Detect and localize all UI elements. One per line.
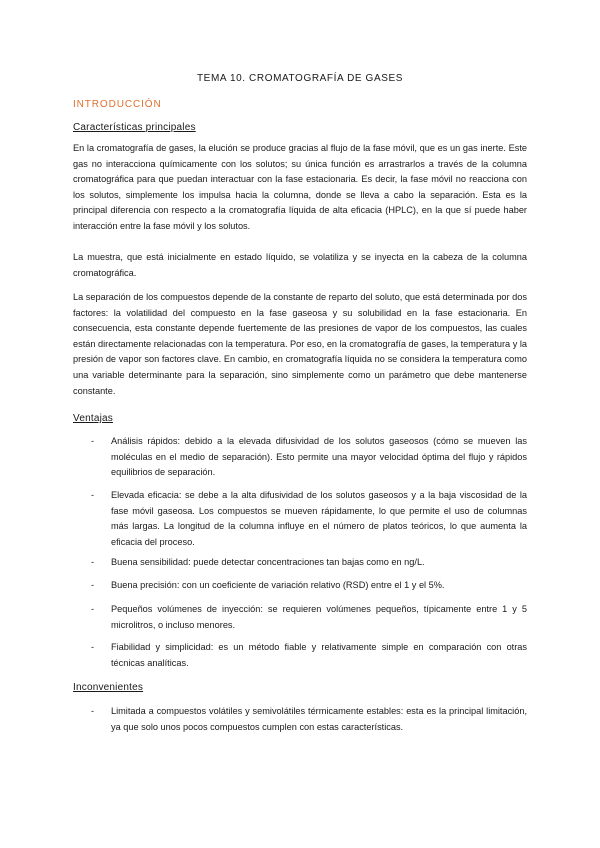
features-heading: Características principales (73, 122, 196, 133)
dash-bullet: - (91, 706, 95, 716)
advantage-text: Buena sensibilidad: puede detectar concentraciones tan bajas como en ng/L. (111, 557, 425, 567)
dash-bullet: - (91, 642, 95, 652)
features-paragraph-3: La separación de los compuestos depende de la constante de reparto del soluto, que está determinada por dos factores: la volatilidad del compuesto en la fase gaseosa y su solubilidad en la fase estacionaria. En consecuencia, esta constante depende fuertemente de las presiones de vapor de los compuestos, las cuales están directamente relacionadas con la temperatura. Por eso, en la cromatografía de gases, la temperatura y la presión de vapor son factores clave. En cambio, en cromatografía líquida no se considera la temperatura como una variable determinante para la separación, sino simplemente como un parámetro que debe mantenerse constante. (73, 292, 528, 396)
advantage-item (91, 640, 527, 671)
advantage-item (91, 578, 527, 594)
section-heading: INTRODUCCIÓN (73, 99, 162, 110)
features-paragraph-2: La muestra, que está inicialmente en estado líquido, se volatiliza y se inyecta en la cabeza de la columna cromatográfica. (73, 252, 527, 278)
disadvantage-item (91, 704, 527, 735)
features-paragraph-1: En la cromatografía de gases, la elución se produce gracias al flujo de la fase móvil, que es un gas inerte. Este gas no interacciona químicamente con los solutos; su única función es arrastrarlos a través de la columna cromatográfica para que puedan interactuar con la fase estacionaria. Es decir, la fase móvil no reacciona con los solutos, simplemente los impulsa hacia la columna, donde se lleva a cabo la separación. Esta es la principal diferencia con respecto a la cromatografía líquida de alta eficacia (HPLC), en la que sí puede haber interacción entre la fase móvil y los solutos. (73, 143, 527, 231)
advantages-heading: Ventajas (73, 413, 113, 424)
advantage-item (91, 488, 527, 550)
disadvantage-text: Limitada a compuestos volátiles y semivolátiles térmicamente estables: esta es la principal limitación, ya que solo unos pocos compuestos cumplen con estas características. (111, 706, 527, 732)
dash-bullet: - (91, 557, 95, 567)
advantage-text: Elevada eficacia: se debe a la alta difusividad de los solutos gaseosos y a la baja viscosidad de la fase móvil gaseosa. Los compuestos se mueven rápidamente, lo que permite el uso de columnas más largas. La longitud de la columna influye en el número de platos teóricos, lo que aumenta la eficacia del proceso. (111, 490, 527, 547)
page-title: TEMA 10. CROMATOGRAFÍA DE GASES (196, 73, 404, 84)
advantage-item (91, 602, 527, 633)
advantage-item (91, 555, 527, 571)
advantage-text: Fiabilidad y simplicidad: es un método fiable y relativamente simple en comparación con otras técnicas analíticas. (111, 642, 527, 668)
advantage-text: Buena precisión: con un coeficiente de variación relativo (RSD) entre el 1 y el 5%. (111, 580, 445, 590)
disadvantages-heading: Inconvenientes (73, 682, 144, 693)
dash-bullet: - (91, 490, 95, 500)
dash-bullet: - (91, 436, 95, 446)
dash-bullet: - (91, 580, 95, 590)
dash-bullet: - (91, 604, 95, 614)
advantage-text: Análisis rápidos: debido a la elevada difusividad de los solutos gaseosos (cómo se mueven las moléculas en el medio de separación). Esto permite una mayor velocidad óptima del flujo y rápidos equilibrios de separación. (111, 436, 527, 478)
advantage-text: Pequeños volúmenes de inyección: se requieren volúmenes pequeños, típicamente entre 1 y 5 microlitros, o incluso menores. (111, 604, 527, 630)
advantage-item (91, 434, 527, 481)
